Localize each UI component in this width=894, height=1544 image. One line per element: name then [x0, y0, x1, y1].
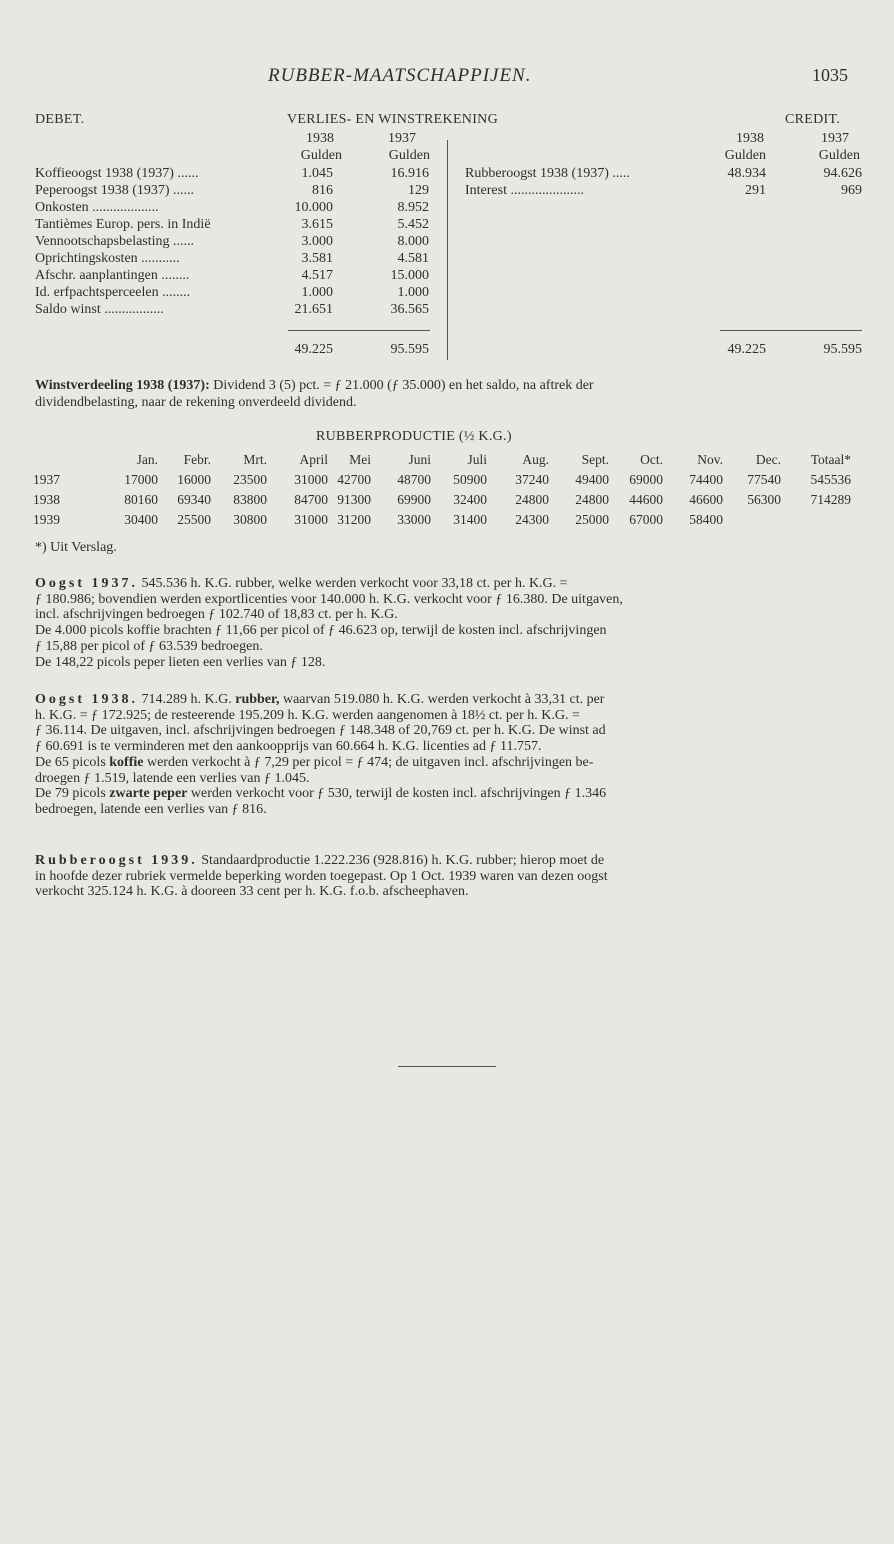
credit-year-1937: 1937 — [821, 131, 849, 146]
production-cell — [781, 510, 851, 530]
oogst-1938-koffie-bold: koffie — [109, 754, 144, 770]
debet-row-1938: 3.615 — [301, 217, 333, 232]
oogst-1938-text: waarvan 519.080 h. K.G. werden verkocht à 33,31 ct. per — [279, 692, 605, 707]
production-cell: 25000 — [575, 512, 609, 527]
winstverdeeling-line: dividendbelasting, naar de rekening onverdeeld dividend. — [35, 395, 357, 410]
debet-total-1938: 49.225 — [294, 342, 333, 357]
production-cell: 91300 — [337, 492, 371, 507]
debet-row-1938: 4.517 — [301, 268, 333, 283]
credit-year-1938: 1938 — [736, 131, 764, 146]
rubberoogst-1939-line: verkocht 325.124 h. K.G. à dooreen 33 cent per h. K.G. f.o.b. afscheephaven. — [35, 884, 469, 900]
account-divider — [447, 140, 448, 360]
production-cell: 23500 — [233, 472, 267, 487]
debet-row-1938: 816 — [312, 183, 333, 198]
production-cell: 77540 — [747, 472, 781, 487]
production-cell: 67000 — [629, 512, 663, 527]
production-cell: 37240 — [515, 472, 549, 487]
production-cell: 31200 — [337, 512, 371, 527]
oogst-1937-line: incl. afschrijvingen bedroegen ƒ 102.740 of 18,83 ct. per h. K.G. — [35, 607, 398, 623]
debet-row-1938: 1.045 — [301, 166, 333, 181]
production-cell: 31000 — [294, 512, 328, 527]
production-header-row — [33, 450, 851, 470]
oogst-1938-text: De 65 picols — [35, 754, 110, 770]
production-cell: 17000 — [124, 472, 158, 487]
debet-total-rule — [288, 330, 430, 331]
oogst-1938-text: 714.289 h. K.G. — [138, 692, 236, 707]
oogst-1938-line: bedroegen, latende een verlies van ƒ 816. — [35, 801, 267, 817]
production-cell: 44600 — [629, 492, 663, 507]
production-year: 1939 — [33, 512, 60, 527]
production-cell — [723, 510, 781, 530]
rubberoogst-1939-paragraph — [35, 853, 863, 900]
production-cell: 31000 — [294, 472, 328, 487]
oogst-1938-heading: Oogst 1938. — [35, 692, 138, 707]
month-header: Jan. — [136, 452, 158, 467]
month-header: Sept. — [581, 452, 609, 467]
rubberoogst-1939-heading: Rubberoogst 1939. — [35, 853, 198, 868]
debet-row-1938: 1.000 — [301, 285, 333, 300]
credit-row-1938: 48.934 — [727, 166, 766, 181]
production-row — [33, 470, 851, 490]
debet-row-1938: 10.000 — [294, 200, 333, 215]
production-cell: 69900 — [397, 492, 431, 507]
debet-row-1937: 1.000 — [397, 285, 429, 300]
debet-row-1938: 21.651 — [294, 302, 333, 317]
credit-row-label: Interest ..................... — [465, 183, 584, 198]
debet-year-1937: 1937 — [388, 131, 416, 146]
oogst-1938-paragraph — [35, 692, 863, 818]
production-cell: 33000 — [397, 512, 431, 527]
production-title: RUBBERPRODUCTIE (½ K.G.) — [316, 429, 512, 444]
credit-row-1937: 969 — [841, 183, 862, 198]
production-cell: 24300 — [515, 512, 549, 527]
production-year: 1937 — [33, 472, 60, 487]
month-header: Febr. — [183, 452, 211, 467]
debet-year-1938: 1938 — [306, 131, 334, 146]
month-header: Totaal* — [810, 452, 851, 467]
credit-row-label: Rubberoogst 1938 (1937) ..... — [465, 166, 630, 181]
production-table — [33, 450, 851, 530]
debet-row-1938: 3.000 — [301, 234, 333, 249]
rubberoogst-1939-line: Standaardproductie 1.222.236 (928.816) h. K.G. rubber; hierop moet de — [197, 853, 605, 868]
oogst-1937-line: ƒ 180.986; bovendien werden exportlicenties voor 140.000 h. K.G. verkocht voor ƒ 16.380. De uitgaven, — [35, 591, 623, 607]
production-cell: 74400 — [689, 472, 723, 487]
page-header-title: RUBBER-MAATSCHAPPIJEN. — [268, 65, 532, 86]
month-header: Juni — [408, 452, 431, 467]
credit-total-rule — [720, 330, 862, 331]
month-header: Aug. — [522, 452, 549, 467]
production-cell: 42700 — [337, 472, 371, 487]
production-row — [33, 490, 851, 510]
production-row — [33, 510, 851, 530]
oogst-1937-line: De 4.000 picols koffie brachten ƒ 11,66 per picol of ƒ 46.623 op, terwijl de kosten incl. afschrijvingen — [35, 623, 607, 639]
credit-unit-1938: Gulden — [724, 148, 766, 163]
production-cell: 32400 — [453, 492, 487, 507]
debet-total-1937: 95.595 — [390, 342, 429, 357]
oogst-1938-text: werden verkocht voor ƒ 530, terwijl de kosten incl. afschrijvingen ƒ 1.346 — [187, 786, 607, 802]
section-end-rule — [398, 1066, 496, 1067]
production-cell: 24800 — [515, 492, 549, 507]
production-footnote: *) Uit Verslag. — [35, 540, 117, 555]
production-cell: 58400 — [689, 512, 723, 527]
debet-row-1937: 129 — [408, 183, 429, 198]
production-cell: 25500 — [177, 512, 211, 527]
debet-row-1937: 16.916 — [390, 166, 429, 181]
month-header: Juli — [467, 452, 487, 467]
production-cell: 46600 — [689, 492, 723, 507]
production-cell: 69340 — [177, 492, 211, 507]
oogst-1938-peper-bold: zwarte peper — [109, 786, 188, 802]
winstverdeeling-line: Dividend 3 (5) pct. = ƒ 21.000 (ƒ 35.000) en het saldo, na aftrek der — [213, 378, 594, 393]
month-header: Nov. — [697, 452, 723, 467]
production-cell: 49400 — [575, 472, 609, 487]
debet-row-1937: 5.452 — [397, 217, 429, 232]
oogst-1938-line: h. K.G. = ƒ 172.925; de resteerende 195.209 h. K.G. werden aangenomen à 18½ ct. per h. K.G. = — [35, 707, 580, 723]
production-cell: 545536 — [810, 472, 851, 487]
debet-unit-1938: Gulden — [300, 148, 342, 163]
winstverdeeling-label: Winstverdeeling 1938 (1937): — [35, 378, 210, 393]
rubberoogst-1939-line: in hoofde dezer rubriek vermelde beperking worden toegepast. Op 1 Oct. 1939 waren van dezen oogst — [35, 868, 608, 884]
debet-unit-1937: Gulden — [388, 148, 430, 163]
production-cell: 714289 — [810, 492, 851, 507]
debet-row-label: Id. erfpachtsperceelen ........ — [35, 285, 191, 300]
debet-row-label: Oprichtingskosten ........... — [35, 251, 180, 266]
production-cell: 50900 — [453, 472, 487, 487]
debet-row-label: Onkosten ................... — [35, 200, 159, 215]
production-cell: 69000 — [629, 472, 663, 487]
credit-label: CREDIT. — [785, 112, 841, 127]
month-header: Mrt. — [243, 452, 267, 467]
production-cell: 48700 — [397, 472, 431, 487]
year-header — [33, 450, 83, 470]
credit-row-1938: 291 — [745, 183, 766, 198]
oogst-1937-line: ƒ 15,88 per picol of ƒ 63.539 bedroegen. — [35, 638, 263, 654]
oogst-1937-heading: Oogst 1937. — [35, 576, 138, 591]
debet-row-1937: 8.952 — [397, 200, 429, 215]
month-header: Mei — [349, 452, 371, 467]
oogst-1938-line: ƒ 36.114. De uitgaven, incl. afschrijvingen bedroegen ƒ 148.348 of 20,769 ct. per h. K.G. De winst ad — [35, 723, 606, 739]
oogst-1938-text: De 79 picols — [35, 786, 110, 802]
production-cell: 83800 — [233, 492, 267, 507]
credit-row-1937: 94.626 — [823, 166, 862, 181]
month-header: Oct. — [640, 452, 663, 467]
production-cell: 24800 — [575, 492, 609, 507]
production-cell: 31400 — [453, 512, 487, 527]
production-cell: 16000 — [177, 472, 211, 487]
production-cell: 30400 — [124, 512, 158, 527]
oogst-1938-line: droegen ƒ 1.519, latende een verlies van ƒ 1.045. — [35, 770, 310, 786]
debet-row-label: Afschr. aanplantingen ........ — [35, 268, 190, 283]
oogst-1938-rubber-bold: rubber, — [235, 692, 280, 707]
production-cell: 80160 — [124, 492, 158, 507]
debet-row-1937: 8.000 — [397, 234, 429, 249]
debet-label: DEBET. — [35, 112, 85, 127]
production-cell: 84700 — [294, 492, 328, 507]
oogst-1938-line: ƒ 60.691 is te verminderen met den aankoopprijs van 60.664 h. K.G. licenties ad ƒ 11.757. — [35, 739, 542, 755]
oogst-1938-text: werden verkocht à ƒ 7,29 per picol = ƒ 474; de uitgaven incl. afschrijvingen be- — [143, 754, 594, 770]
page-number: 1035 — [812, 65, 848, 85]
debet-row-label: Tantièmes Europ. pers. in Indië — [35, 217, 211, 232]
debet-row-1937: 4.581 — [397, 251, 429, 266]
debet-row-1937: 15.000 — [390, 268, 429, 283]
credit-total-1937: 95.595 — [823, 342, 862, 357]
debet-row-label: Vennootschapsbelasting ...... — [35, 234, 195, 249]
credit-unit-1937: Gulden — [818, 148, 860, 163]
winstverdeeling-paragraph — [35, 377, 863, 411]
production-cell: 30800 — [233, 512, 267, 527]
debet-row-label: Saldo winst ................. — [35, 302, 164, 317]
oogst-1937-line: 545.536 h. K.G. rubber, welke werden verkocht voor 33,18 ct. per h. K.G. = — [138, 576, 568, 591]
debet-row-label: Koffieoogst 1938 (1937) ...... — [35, 166, 199, 181]
oogst-1937-line: De 148,22 picols peper lieten een verlies van ƒ 128. — [35, 654, 326, 670]
debet-row-label: Peperoogst 1938 (1937) ...... — [35, 183, 195, 198]
oogst-1937-paragraph — [35, 576, 863, 670]
production-cell: 56300 — [747, 492, 781, 507]
month-header: Dec. — [755, 452, 781, 467]
debet-row-1937: 36.565 — [390, 302, 429, 317]
account-title: VERLIES- EN WINSTREKENING — [287, 112, 498, 127]
production-year: 1938 — [33, 492, 60, 507]
month-header: April — [299, 452, 328, 467]
credit-total-1938: 49.225 — [727, 342, 766, 357]
debet-row-1938: 3.581 — [301, 251, 333, 266]
